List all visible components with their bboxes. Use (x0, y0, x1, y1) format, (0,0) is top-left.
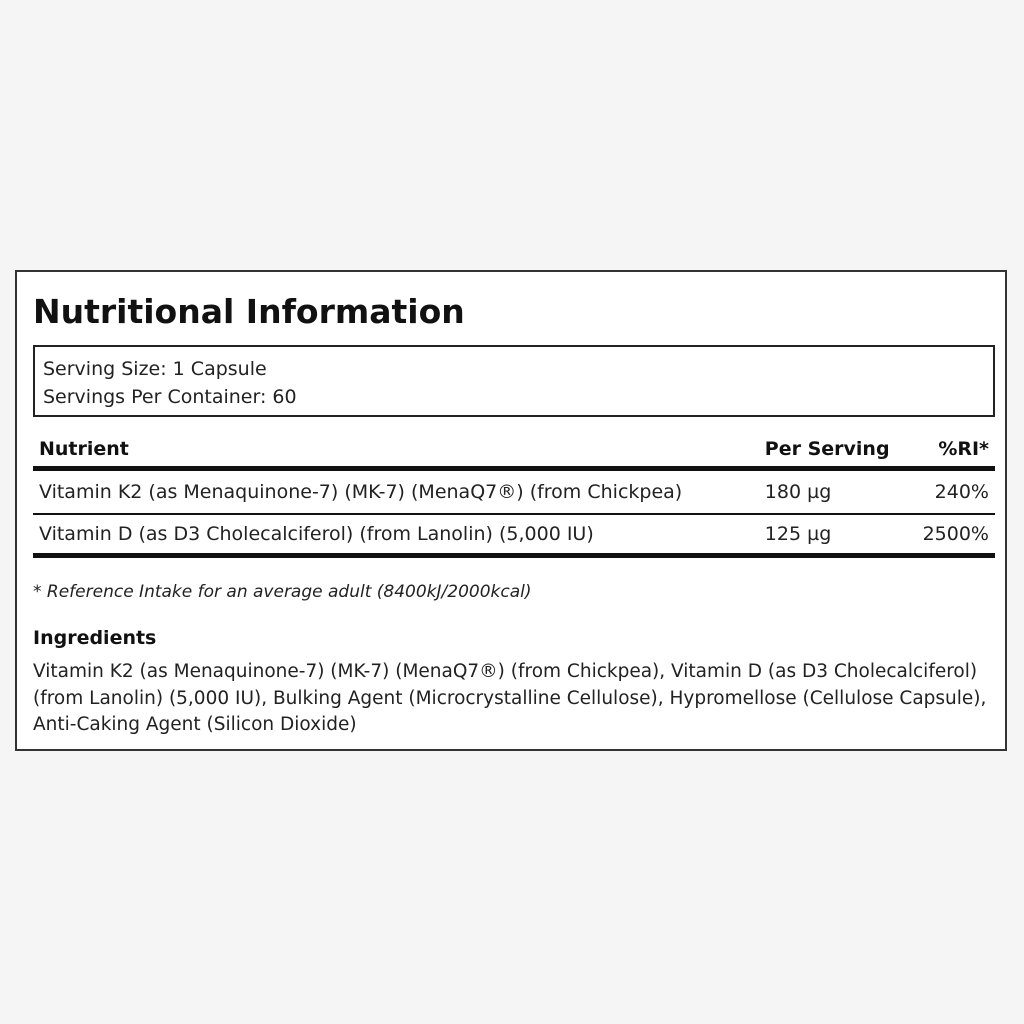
nutrient-name: Vitamin K2 (as Menaquinone-7) (MK-7) (MenaQ7®) (from Chickpea) (33, 469, 759, 515)
table-row (33, 469, 995, 515)
nutrient-ri: 240% (917, 469, 995, 515)
serving-size: Serving Size: 1 Capsule (43, 358, 267, 380)
nutrient-ri: 2500% (917, 514, 995, 556)
ingredients-heading: Ingredients (33, 627, 157, 649)
nutrient-name: Vitamin D (as D3 Cholecalciferol) (from Lanolin) (5,000 IU) (33, 514, 759, 556)
header-nutrient: Nutrient (33, 432, 759, 469)
nutrition-panel (15, 270, 1007, 751)
reference-intake-footnote: * Reference Intake for an average adult (8400kJ/2000kcal) (33, 582, 532, 602)
nutrient-table (33, 432, 995, 558)
panel-title: Nutritional Information (33, 292, 465, 331)
servings-per-container: Servings Per Container: 60 (43, 386, 297, 408)
nutrient-per-serving: 180 µg (759, 469, 917, 515)
header-per-serving: Per Serving (759, 432, 917, 469)
serving-info-box (33, 345, 995, 417)
ingredients-text: Vitamin K2 (as Menaquinone-7) (MK-7) (MenaQ7®) (from Chickpea), Vitamin D (as D3 Cholecalciferol) (from Lanolin) (5,000 IU), Bulking Agent (Microcrystalline Cellulose), Hypromellose (Cellulose Capsule), Anti-Caking Agent (Silicon Dioxide) (33, 661, 987, 735)
header-ri: %RI* (917, 432, 995, 469)
table-header-row (33, 432, 995, 469)
nutrient-per-serving: 125 µg (759, 514, 917, 556)
table-row (33, 514, 995, 556)
